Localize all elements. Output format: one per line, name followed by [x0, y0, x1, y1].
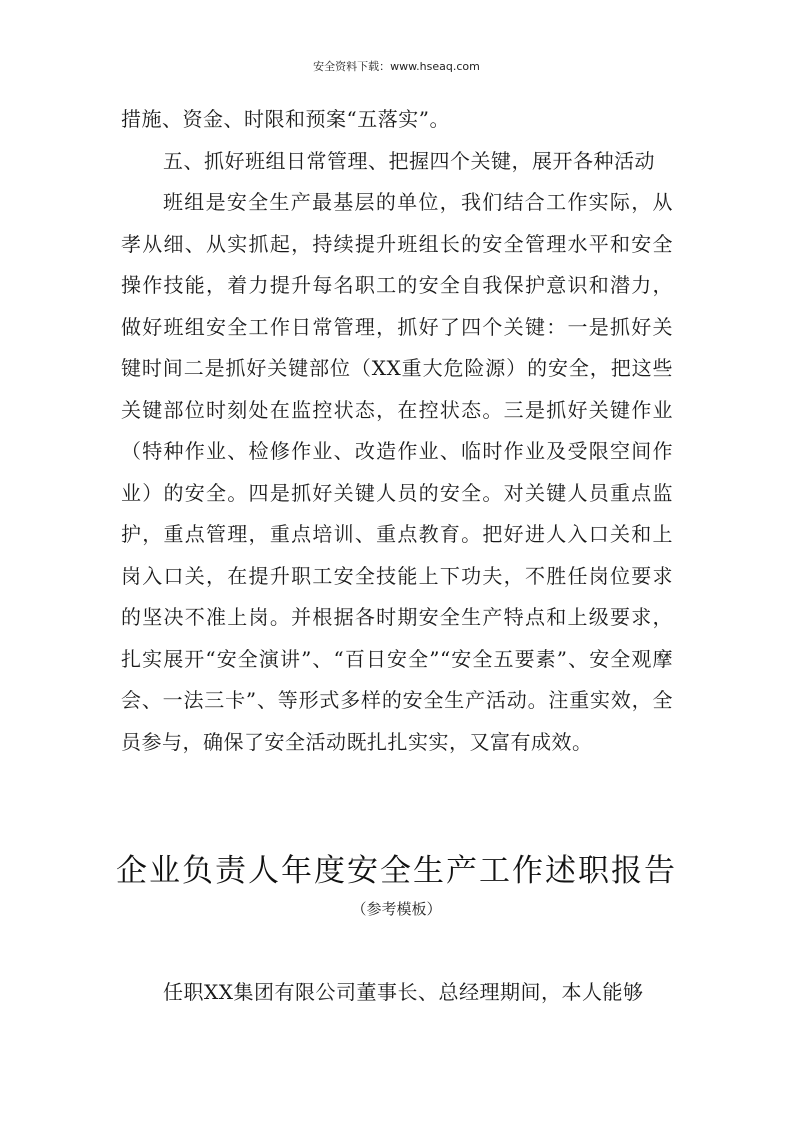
body-paragraph: 班组是安全生产最基层的单位，我们结合工作实际，从孝从细、从实抓起，持续提升班组长的安全管理水平和安全操作技能，着力提升每名职工的安全自我保护意识和潜力，做好班组安全工作日常管理，抓好了四个关键：一是抓好关键时间二是抓好关键部位（XX重大危险源）的安全，把这些关键部位时刻处在监控状态，在控状态。三是抓好关键作业（特种作业、检修作业、改造作业、临时作业及受限空间作业）的安全。四是抓好关键人员的安全。对关键人员重点监护，重点管理，重点培训、重点教育。把好进人入口关和上岗入口关，在提升职工安全技能上下功夫，不胜任岗位要求的坚决不准上岗。并根据各时期安全生产特点和上级要求，扎实展开“安全演讲”、“百日安全”“安全五要素”、安全观摩会、一法三卡”、等形式多样的安全生产活动。注重实效，全员参与，确保了安全活动既扎扎实实，又富有成效。: [121, 190, 673, 754]
body-text: [121, 99, 673, 763]
report-title: 企业负责人年度安全生产工作述职报告: [116, 853, 677, 889]
page-header: 安全资料下载：www.hseaq.com: [313, 60, 480, 73]
continuation-line: 措施、资金、时限和预案“五落实”。: [121, 107, 450, 131]
report-subtitle: （参考模板）: [351, 900, 442, 918]
section-heading: 五、抓好班组日常管理、把握四个关键，展开各种活动: [163, 148, 655, 173]
report-intro: 任职XX集团有限公司董事长、总经理期间，本人能够: [163, 980, 644, 1004]
